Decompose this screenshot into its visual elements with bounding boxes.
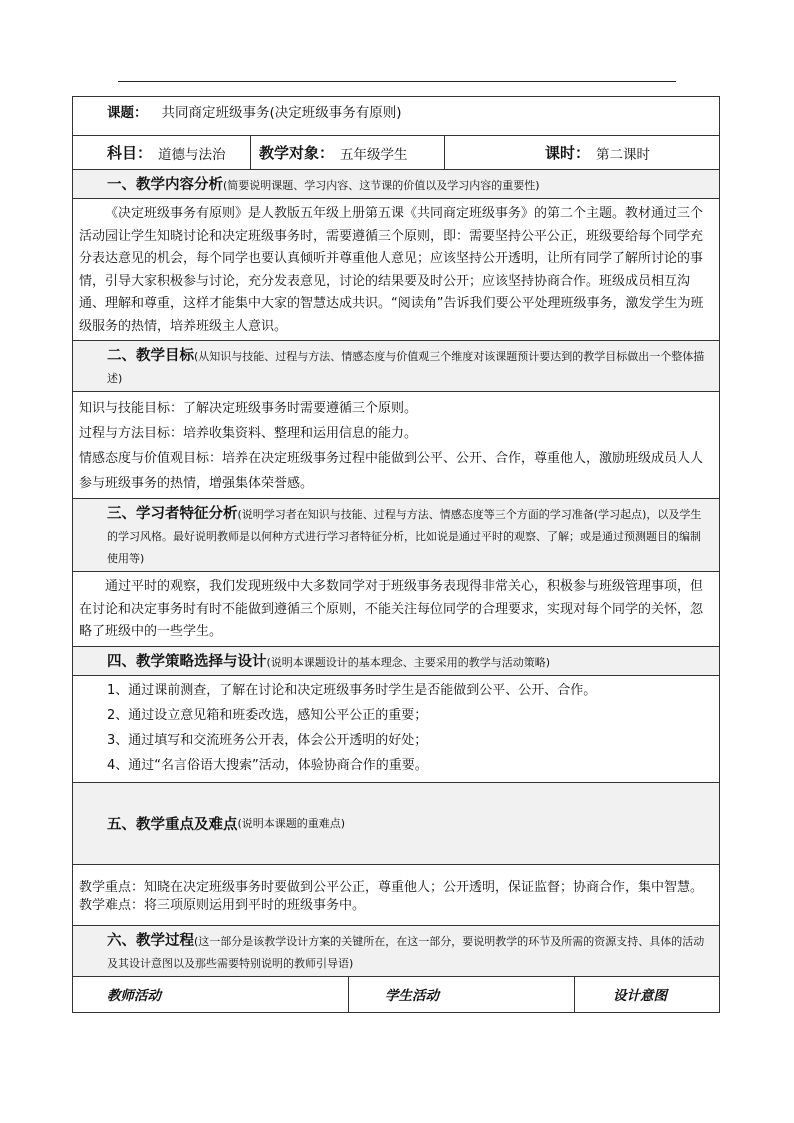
audience-cell [251, 136, 445, 169]
objective-knowledge: 知识与技能目标：了解决定班级事务时需要遵循三个原则。 [79, 401, 418, 416]
audience-label: 教学对象： [259, 144, 335, 162]
audience-value: 五年级学生 [340, 146, 408, 163]
period-cell [445, 136, 719, 169]
section-6-title: 六、教学过程 [107, 932, 194, 949]
subject-label: 科目： [107, 144, 153, 162]
lesson-title-value: 共同商定班级事务(决定班级事务有原则) [161, 105, 402, 121]
period-value: 第二课时 [596, 146, 651, 163]
section-2-title: 二、教学目标 [107, 348, 194, 364]
section-1-body: 《决定班级事务有原则》是人教版五年级上册第五课《共同商定班级事务》的第二个主题。教材通过三个活动园让学生知晓讨论和决定班级事务时，需要遵循三个原则，即：需要坚持公平公正，班级要给每个同学充分表达意见的机会，每个同学也要认真倾听并尊重他人意见；应该坚持公开透明，让所有同学了解所讨论的事情，引导大家积极参与讨论，充分发表意见，讨论的结果要及时公开；应该坚持协商合作。班级成员相互沟通、理解和尊重，这样才能集中大家的智慧达成共识。“阅读角”告诉我们要公平处理班级事务，激发学生为班级服务的热情，培养班级主人意识。 [73, 199, 719, 341]
strategy-item: 2、通过设立意见箱和班委改选，感知公平公正的重要； [107, 707, 428, 723]
lesson-title-label: 课题： [107, 105, 148, 121]
key-point: 教学重点：知晓在决定班级事务时要做到公平公正，尊重他人；公开透明，保证监督；协商合作，集中智慧。 [79, 879, 704, 895]
section-5-title: 五、教学重点及难点 [107, 816, 238, 833]
section-4-note: (说明本课题设计的基本理念、主要采用的教学与活动策略) [266, 655, 551, 669]
objective-attitude: 情感态度与价值观目标：培养在决定班级事务过程中能做到公平、公开、合作，尊重他人，激励班级成员人人参与班级事务的热情，增强集体荣誉感。 [79, 451, 704, 491]
lesson-plan-table [72, 96, 720, 1013]
section-4-body [73, 676, 719, 783]
section-6-heading [73, 926, 719, 977]
design-intent-header: 设计意图 [613, 988, 667, 1004]
section-2-heading [73, 341, 719, 392]
section-5-body [73, 865, 719, 926]
section-3-title: 三、学习者特征分析 [107, 506, 238, 522]
process-header-row [73, 977, 719, 1012]
student-activity-header: 学生活动 [349, 977, 575, 1012]
section-5-heading [73, 783, 719, 865]
section-4-title: 四、教学策略选择与设计 [107, 653, 267, 670]
header-rule [118, 81, 676, 82]
section-6-note: (这一部分是该教学设计方案的关键所在，在这一部分，要说明教学的环节及所需的资源支持、具体的活动及其设计意图以及那些需要特别说明的教师引导语) [107, 934, 705, 970]
objective-process: 过程与方法目标：培养收集资料、整理和运用信息的能力。 [79, 426, 418, 441]
meta-row [73, 136, 719, 170]
difficulty-point: 教学难点：将三项原则运用到平时的班级事务中。 [79, 897, 366, 913]
section-3-body: 通过平时的观察，我们发现班级中大多数同学对于班级事务表现得非常关心，积极参与班级管理事项，但在讨论和决定事务时有时不能做到遵循三个原则，不能关注每位同学的合理要求，实现对每个同学的关怀，忽略了班级中的一些学生。 [73, 572, 719, 647]
section-3-note: (说明学习者在知识与技能、过程与方法、情感态度等三个方面的学习准备(学习起点)，以及学生的学习风格。最好说明教师是以何种方式进行学习者特征分析，比如说是通过平时的观察、了解；或是通过预测题目的编制使用等) [107, 508, 702, 565]
section-3-heading [73, 499, 719, 572]
section-2-note: (从知识与技能、过程与方法、情感态度与价值观三个维度对该课题预计要达到的教学目标做出一个整体描述) [107, 350, 705, 385]
section-1-title: 一、教学内容分析 [107, 177, 223, 193]
strategy-item: 3、通过填写和交流班务公开表，体会公开透明的好处； [107, 732, 428, 748]
section-2-body [73, 392, 719, 499]
teacher-activity-header: 教师活动 [73, 977, 349, 1012]
section-1-heading [73, 170, 719, 199]
subject-cell [73, 136, 251, 169]
strategy-item: 1、通过课前测查，了解在讨论和决定班级事务时学生是否能做到公平、公开、合作。 [107, 682, 597, 698]
strategy-item: 4、通过“名言俗语大搜索”活动，体验协商合作的重要。 [107, 757, 428, 773]
lesson-title-row [73, 97, 719, 136]
subject-value: 道德与法治 [158, 146, 226, 163]
period-label: 课时： [545, 144, 591, 162]
section-4-heading [73, 647, 719, 676]
section-5-note: (说明本课题的重难点) [237, 817, 346, 830]
section-1-note: (简要说明课题、学习内容、这节课的价值以及学习内容的重要性) [223, 179, 540, 192]
